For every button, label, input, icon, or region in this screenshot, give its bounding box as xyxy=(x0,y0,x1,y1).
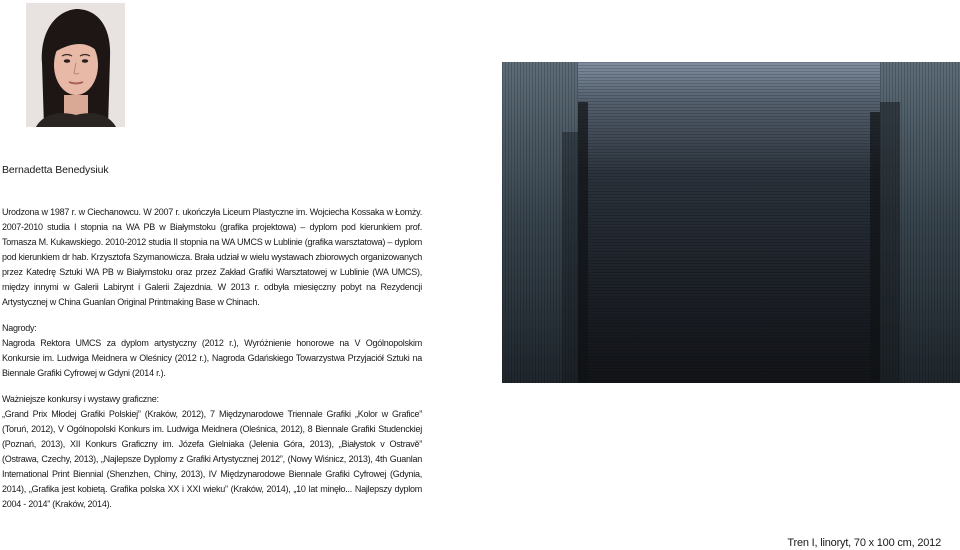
artwork-image xyxy=(502,62,960,383)
awards-label: Nagrody: xyxy=(2,323,37,333)
artwork-caption: Tren I, linoryt, 70 x 100 cm, 2012 xyxy=(787,537,941,549)
competitions-text: „Grand Prix Młodej Grafiki Polskiej” (Kraków, 2012), 7 Międzynarodowe Triennale Grafiki „Kolor w Grafice” (Toruń, 2012), V Ogólnopolski Konkurs im. Ludwiga Meidnera (Oleśnica, 2012), 8 Biennale Grafiki Studenckiej (Poznań, 2013), XII Konkurs Graficzny im. Józefa Gielniaka (Jelenia Góra, 2013), „Białystok v Ostravě” (Ostrawa, Czechy, 2013), „Najlepsze Dyplomy z Grafiki Artystycznej 2012”, (Nowy Wiśnicz, 2013), 4th Guanlan International Print Biennial (Shenzhen, Chiny, 2013), IV Międzynarodowe Biennale Grafiki Cyfrowej (Gdynia, 2014), „Grafika jest kobietą. Grafika polska XX i XXI wieku” (Kraków, 2014), „10 lat minęło... Najlepszy dyplom 2004 - 2014” (Kraków, 2014). xyxy=(2,409,422,509)
artwork-linocut xyxy=(502,62,960,383)
artist-name: Bernadetta Benedysiuk xyxy=(2,164,109,176)
portrait-image xyxy=(26,3,125,127)
bio-education: Urodzona w 1987 r. w Ciechanowcu. W 2007 r. ukończyła Liceum Plastyczne im. Wojciecha Kossaka w Łomży. 2007-2010 studia I stopnia na WA PB w Białymstoku (grafika projektowa) – dyplom pod kierunkiem prof. Tomasza M. Kukawskiego. 2010-2012 studia II stopnia na WA UMCS w Lublinie (grafika warsztatowa) – dyplom pod kierunkiem dr hab. Krzysztofa Szymanowicza. Brała udział w wielu wystawach zbiorowych organizowanych przez Katedrę Sztuki WA PB w Białymstoku oraz przez Zakład Grafiki Warsztatowej w Lublinie (WA UMCS), między innymi w Galerii Labirynt i Galerii Zajezdnia. W 2013 r. odbyła miesięczny pobyt na Rezydencji Artystycznej w China Guanlan Original Printmaking Base w Chinach. xyxy=(2,207,422,307)
artist-bio xyxy=(2,205,422,512)
awards-text: Nagroda Rektora UMCS za dyplom artystyczny (2012 r.), Wyróżnienie honorowe na V Ogólnopolskim Konkursie im. Ludwiga Meidnera w Oleśnicy (2012 r.), Nagroda Gdańskiego Towarzystwa Przyjaciół Sztuki na Biennale Grafiki Cyfrowej w Gdyni (2014 r.). xyxy=(2,338,422,378)
competitions-label: Ważniejsze konkursy i wystawy graficzne: xyxy=(2,394,159,404)
artist-portrait xyxy=(26,3,125,127)
